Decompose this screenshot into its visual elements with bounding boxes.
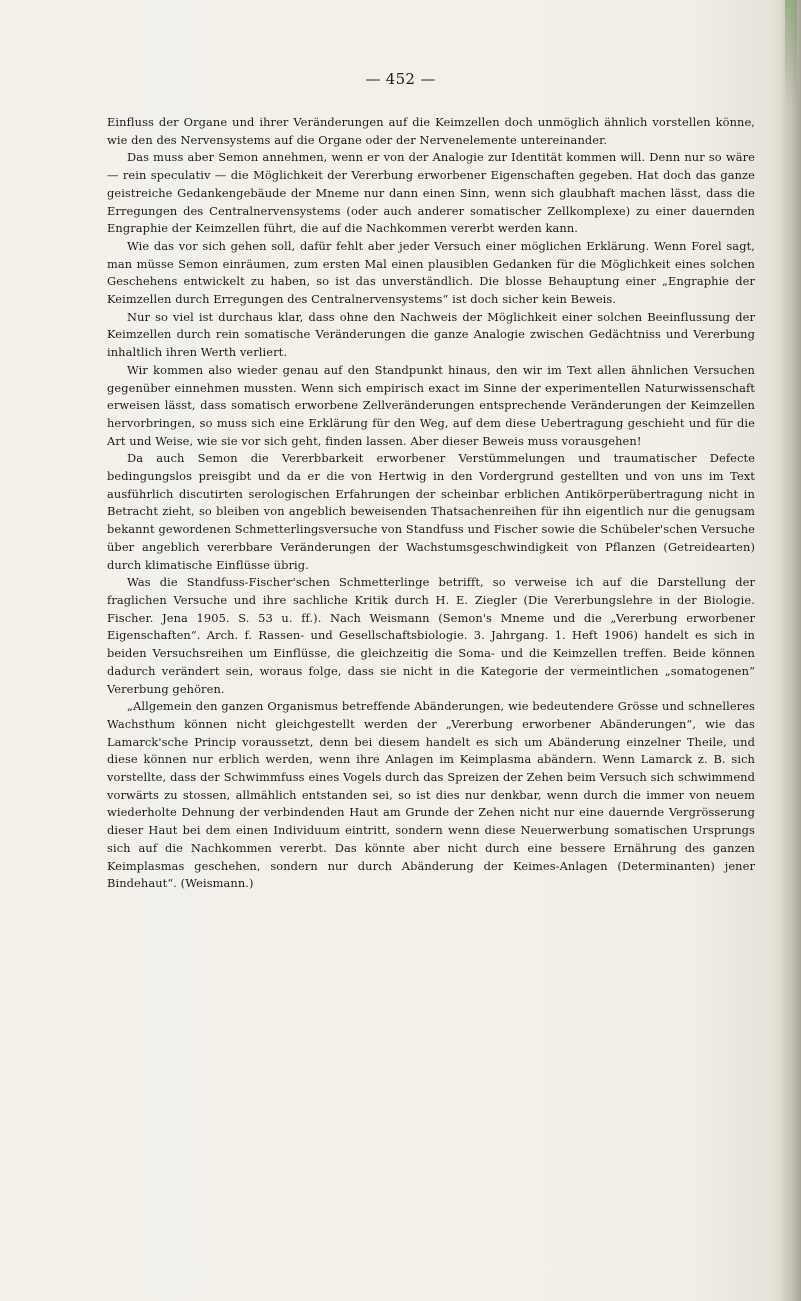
- paragraph-4: Nur so viel ist durchaus klar, dass ohne den Nachweis der Möglichkeit einer solchen Beeinflussung der Keimzellen durch rein somatische Veränderungen die ganze Analogie zwischen Gedächtniss und Vererbung inhaltlich ihren Werth verliert.: [107, 309, 755, 360]
- paragraph-3: Wie das vor sich gehen soll, dafür fehlt aber jeder Versuch einer möglichen Erklärung. Wenn Forel sagt, man müsse Semon einräumen, zum ersten Mal einen plausiblen Gedanken für die Möglichkeit eines solchen Geschehens entwickelt zu haben, so ist das unverständlich. Die blosse Behauptung einer „Engraphie der Keimzellen durch Erregungen des Centralnervensystems“ ist doch sicher kein Beweis.: [107, 238, 755, 307]
- paragraph-7: Was die Standfuss-Fischer'schen Schmetterlinge betrifft, so verweise ich auf die Darstellung der fraglichen Versuche und ihre sachliche Kritik durch H. E. Ziegler (Die Vererbungslehre in der Biologie. Fischer. Jena 1905. S. 53 u. ff.). Nach Weismann (Semon's Mneme und die „Vererbung erworbener Eigenschaften“. Arch. f. Rassen- und Gesellschaftsbiologie. 3. Jahrgang. 1. Heft 1906) handelt es sich in beiden Versuchsreihen um Einflüsse, die gleichzeitig die Soma- und die Keimzellen treffen. Beide können dadurch verändert sein, woraus folge, dass sie nicht in die Kategorie der vermeintlichen „somatogenen“ Vererbung gehören.: [107, 575, 755, 696]
- paragraph-5: Wir kommen also wieder genau auf den Standpunkt hinaus, den wir im Text allen ähnlichen Versuchen gegenüber einnehmen mussten. Wenn sich empirisch exact im Sinne der experimentellen Naturwissenschaft erweisen lässt, dass somatisch erworbene Zellveränderungen entsprechende Veränderungen der Keimzellen hervorbringen, so muss sich eine Erklärung für den Weg, auf dem diese Uebertragung geschieht und für die Art und Weise, wie sie vor sich geht, finden lassen. Aber dieser Beweis muss vorausgehen!: [107, 362, 755, 448]
- paragraph-2: Das muss aber Semon annehmen, wenn er von der Analogie zur Identität kommen will. Denn nur so wäre — rein speculativ — die Möglichkeit der Vererbung erworbener Eigenschaften gegeben. Hat doch das ganze geistreiche Gedankengebäude der Mneme nur dann einen Sinn, wenn sich glaubhaft machen lässt, dass die Erregungen des Centralnervensystems (oder auch anderer somatischer Zellkomplexe) zu einer dauernden Engraphie der Keimzellen führt, die auf die Nachkommen vererbt werden kann.: [107, 150, 755, 236]
- paragraph-1: Einfluss der Organe und ihrer Veränderungen auf die Keimzellen doch unmöglich ähnlich vorstellen könne, wie den des Nervensystems auf die Organe oder der Nervenelemente untereinander.: [107, 115, 755, 147]
- page-edge-shadow: [779, 0, 801, 1301]
- paragraph-8: „Allgemein den ganzen Organismus betreffende Abänderungen, wie bedeutendere Grösse und schnelleres Wachsthum können nicht gleichgestellt werden der „Vererbung erworbener Abänderungen“, wie das Lamarck'sche Princip voraussetzt, denn bei diesem handelt es sich um Abänderung einzelner Theile, und diese können nur erblich werden, wenn ihre Anlagen im Keimplasma abändern. Wenn Lamarck z. B. sich vorstellte, dass der Schwimmfuss eines Vogels durch das Spreizen der Zehen beim Versuch sich schwimmend vorwärts zu stossen, allmählich entstanden sei, so ist dies nur denkbar, wenn durch die immer von neuem wiederholte Dehnung der verbindenden Haut am Grunde der Zehen nicht nur eine dauernde Vergrösserung dieser Haut bei dem einen Individuum eintritt, sondern wenn diese Neuerwerbung somatischen Ursprungs sich auf die Nachkommen vererbt. Das könnte aber nicht durch eine bessere Ernährung des ganzen Keimplasmas geschehen, sondern nur durch Abänderung der Keimes-Anlagen (Determinanten) jener Bindehaut“. (Weismann.): [107, 699, 755, 891]
- text-body: [107, 114, 755, 893]
- paragraph-6: Da auch Semon die Vererbbarkeit erworbener Verstümmelungen und traumatischer Defecte bedingungslos preisgibt und da er die von Hertwig in den Vordergrund gestellten und von uns im Text ausführlich discutirten serologischen Erfahrungen der scheinbar erblichen Antikörperübertragung nicht in Betracht zieht, so bleiben von angeblich beweisenden Thatsachenreihen für ihn eigentlich nur die genugsam bekannt gewordenen Schmetterlingsversuche von Standfuss und Fischer sowie die Schübeler'schen Versuche über angeblich vererbbare Veränderungen der Wachstumsgeschwindigkeit von Pflanzen (Getreidearten) durch klimatische Einflüsse übrig.: [107, 451, 755, 572]
- page-edge-mark: [785, 0, 797, 110]
- page-number: — 452 —: [365, 70, 436, 88]
